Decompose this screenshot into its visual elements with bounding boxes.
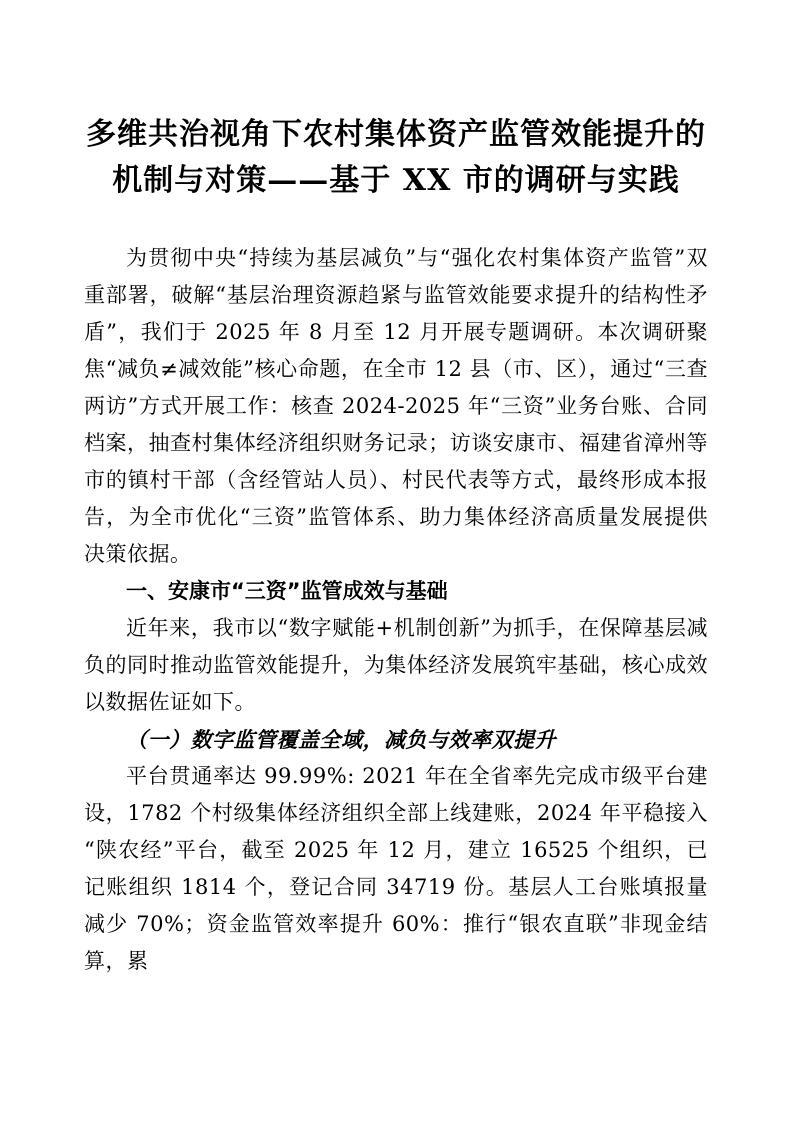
document-title: 多维共治视角下农村集体资产监管效能提升的机制与对策——基于 XX 市的调研与实践 xyxy=(86,117,706,198)
subsection1-1-paragraph: 平台贯通率达 99.99%: 2021 年在全省率先完成市级平台建设，1782 个村级集体经济组织全部上线建账，2024 年平稳接入“陕农经”平台，截至 2025 年 12 月，建立 16525 个组织，已记账组织 1814 个，登记合同 34719 份。基层人工台账填报量减少 70%；资金监管效率提升 60%：推行“银农直联”非现金结算，累 xyxy=(84,764,708,973)
section-heading-1: 一、安康市“三资”监管成效与基础 xyxy=(126,579,448,603)
section1-overview-paragraph: 近年来，我市以“数字赋能+机制创新”为抓手，在保障基层减负的同时推动监管效能提升，为集体经济发展筑牢基础，核心成效以数据佐证如下。 xyxy=(84,616,708,714)
subsection-heading-1-1: （一）数字监管覆盖全域，减负与效率双提升 xyxy=(126,727,556,752)
intro-paragraph: 为贯彻中央“持续为基层减负”与“强化农村集体资产监管”双重部署，破解“基层治理资源趋紧与监管效能要求提升的结构性矛盾”，我们于 2025 年 8 月至 12 月开展专题调研。本次调研聚焦“减负≠减效能”核心命题，在全市 12 县（市、区），通过“三查两访”方式开展工作：核查 2024-2025 年“三资”业务台账、合同档案，抽查村集体经济组织财务记录；访谈安康市、福建省漳州等市的镇村干部（含经管站人员）、村民代表等方式，最终形成本报告，为全市优化“三资”监管体系、助力集体经济高质量发展提供决策依据。 xyxy=(84,246,708,566)
